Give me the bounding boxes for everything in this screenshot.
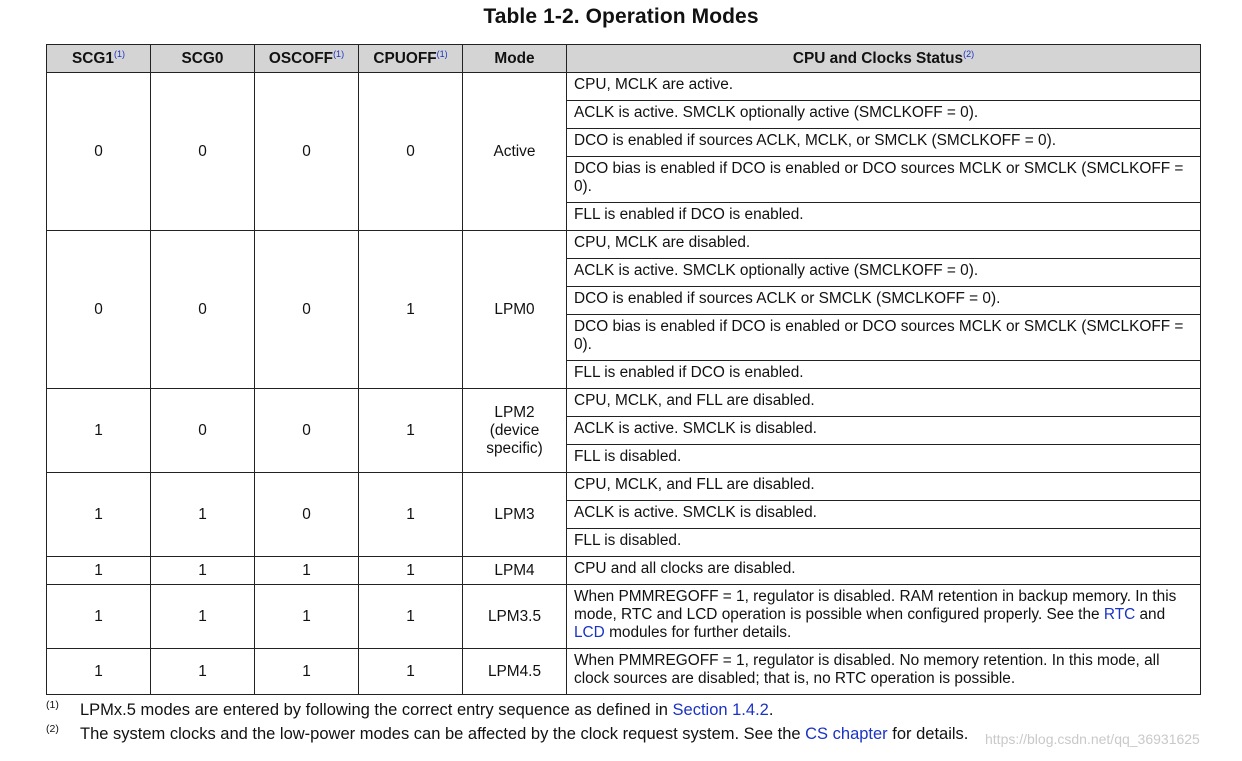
cell-scg1: 0 [47,73,151,231]
cell-scg1: 1 [47,557,151,585]
footnote-mark: (2) [46,723,59,735]
mode-line: LPM2 [494,403,535,421]
col-header-scg1: SCG1$^{(1)}$ [47,45,151,73]
table-row [47,649,1201,695]
cell-status: ACLK is active. SMCLK is disabled. [567,417,1201,445]
footnote-text: The system clocks and the low-power modes can be affected by the clock request system. See the [80,725,806,743]
col-header-oscoff: OSCOFF$^{(1)}$ [255,45,359,73]
operation-modes-table [46,44,1201,695]
col-header-scg0: SCG0 [151,45,255,73]
mode-line: specific) [486,439,543,457]
cell-status: When PMMREGOFF = 1, regulator is disabled. RAM retention in backup memory. In this mode, RTC and LCD operation is possible when configured properly. See the RTC and LCD modules for further details. [567,585,1201,649]
cell-cpuoff: 1 [359,473,463,557]
cell-status: FLL is disabled. [567,529,1201,557]
cell-oscoff: 1 [255,585,359,649]
col-header-cpuoff: CPUOFF$^{(1)}$ [359,45,463,73]
cell-mode: Active [463,73,567,231]
cs-chapter-link[interactable]: CS chapter [805,725,888,743]
cell-cpuoff: 1 [359,585,463,649]
table-row [47,557,1201,585]
cell-oscoff: 0 [255,389,359,473]
cell-status: FLL is disabled. [567,445,1201,473]
table-row [47,231,1201,259]
cell-mode: LPM4 [463,557,567,585]
cell-scg1: 1 [47,649,151,695]
table-header-row [47,45,1201,73]
cell-cpuoff: 1 [359,649,463,695]
col-header-status: CPU and Clocks Status$^{(2)}$ [567,45,1201,73]
cell-oscoff: 1 [255,649,359,695]
footnote-mark: (1) [46,699,59,711]
cell-mode: LPM3.5 [463,585,567,649]
table-row [47,73,1201,101]
watermark: https://blog.csdn.net/qq_36931625 [985,731,1200,747]
col-header-mode: Mode [463,45,567,73]
cell-status: ACLK is active. SMCLK optionally active (SMCLKOFF = 0). [567,259,1201,287]
cell-oscoff: 0 [255,73,359,231]
cell-scg1: 1 [47,473,151,557]
cell-scg0: 0 [151,231,255,389]
cell-scg0: 1 [151,649,255,695]
cell-cpuoff: 1 [359,231,463,389]
cell-status: FLL is enabled if DCO is enabled. [567,203,1201,231]
cell-status: CPU and all clocks are disabled. [567,557,1201,585]
table-title: Table 1-2. Operation Modes [483,5,759,28]
footnote-ref-1[interactable]: (1) [436,49,448,59]
cell-scg1: 0 [47,231,151,389]
cell-status: CPU, MCLK, and FLL are disabled. [567,389,1201,417]
cell-status: DCO bias is enabled if DCO is enabled or DCO sources MCLK or SMCLK (SMCLKOFF = 0). [567,315,1201,361]
cell-status: CPU, MCLK are active. [567,73,1201,101]
cell-scg0: 1 [151,585,255,649]
cell-status: When PMMREGOFF = 1, regulator is disabled. No memory retention. In this mode, all clock sources are disabled; that is, no RTC operation is possible. [567,649,1201,695]
cell-mode [463,389,567,473]
cell-status: DCO is enabled if sources ACLK or SMCLK (SMCLKOFF = 0). [567,287,1201,315]
cell-scg0: 1 [151,557,255,585]
cell-mode: LPM3 [463,473,567,557]
cell-status: DCO bias is enabled if DCO is enabled or DCO sources MCLK or SMCLK (SMCLKOFF = 0). [567,157,1201,203]
footnote-ref-1[interactable]: (1) [113,49,125,59]
cell-oscoff: 1 [255,557,359,585]
table-row [47,585,1201,649]
cell-cpuoff: 1 [359,557,463,585]
cell-mode: LPM4.5 [463,649,567,695]
cell-status: CPU, MCLK, and FLL are disabled. [567,473,1201,501]
cell-status: ACLK is active. SMCLK optionally active (SMCLKOFF = 0). [567,101,1201,129]
cell-scg0: 0 [151,73,255,231]
section-link[interactable]: Section 1.4.2 [672,701,769,719]
cell-scg1: 1 [47,389,151,473]
footnote-ref-1[interactable]: (1) [333,49,345,59]
footnote-ref-2[interactable]: (2) [963,49,975,59]
cell-scg0: 1 [151,473,255,557]
cell-mode: LPM0 [463,231,567,389]
cell-status: DCO is enabled if sources ACLK, MCLK, or SMCLK (SMCLKOFF = 0). [567,129,1201,157]
cell-oscoff: 0 [255,473,359,557]
lcd-link[interactable]: LCD [574,624,605,641]
table-row [47,473,1201,501]
cell-status: FLL is enabled if DCO is enabled. [567,361,1201,389]
mode-line: (device [489,421,540,439]
cell-status: CPU, MCLK are disabled. [567,231,1201,259]
rtc-link[interactable]: RTC [1103,606,1136,623]
cell-scg0: 0 [151,389,255,473]
cell-status: ACLK is active. SMCLK is disabled. [567,501,1201,529]
cell-scg1: 1 [47,585,151,649]
footnote-text: LPMx.5 modes are entered by following the correct entry sequence as defined in [80,701,673,719]
cell-oscoff: 0 [255,231,359,389]
table-row [47,389,1201,417]
cell-cpuoff: 1 [359,389,463,473]
cell-cpuoff: 0 [359,73,463,231]
